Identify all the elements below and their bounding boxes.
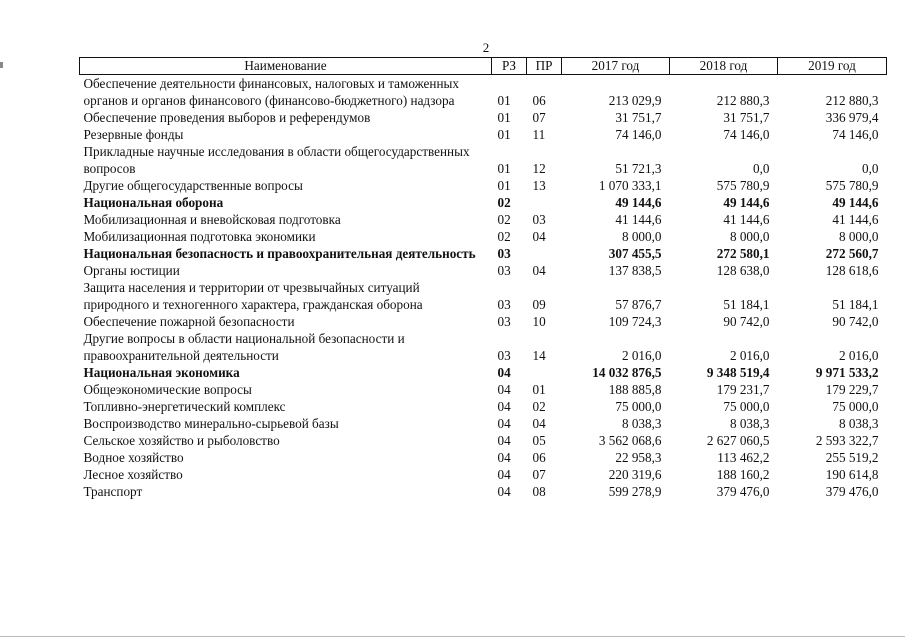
cell-name: Мобилизационная и вневойсковая подготовка: [83, 212, 341, 227]
cell-rz: 01: [497, 109, 511, 125]
cell-name: Национальная оборона: [83, 195, 224, 210]
scan-bottom-rule: [0, 636, 905, 637]
cell-name: Воспроизводство минерально-сырьевой базы: [83, 416, 339, 431]
cell-pr: 13: [532, 177, 546, 193]
cell-y2019: 0,0: [862, 160, 879, 176]
cell-name: Прикладные научные исследования в области общегосударственных вопросов: [83, 144, 470, 176]
header-2018: 2018 год: [670, 58, 778, 75]
cell-name: Топливно-энергетический комплекс: [83, 399, 286, 414]
header-name: Наименование: [80, 58, 492, 75]
cell-name: Национальная экономика: [83, 365, 240, 380]
cell-name: Обеспечение пожарной безопасности: [83, 314, 295, 329]
cell-y2019: 212 880,3: [825, 92, 879, 108]
cell-y2017: 57 876,7: [615, 296, 662, 312]
cell-y2018: 75 000,0: [723, 398, 770, 414]
header-2017: 2017 год: [562, 58, 670, 75]
cell-y2019: 8 000,0: [838, 228, 879, 244]
cell-pr: [527, 245, 562, 262]
cell-y2017: 188 885,8: [608, 381, 662, 397]
table-row: [80, 245, 887, 262]
cell-y2018: 212 880,3: [716, 92, 770, 108]
table-row: [80, 109, 887, 126]
cell-rz: 01: [497, 92, 511, 108]
table-row: [80, 313, 887, 330]
cell-y2017: 599 278,9: [608, 483, 662, 499]
cell-pr: 04: [532, 415, 546, 431]
cell-y2017: 31 751,7: [615, 109, 662, 125]
cell-y2017: 137 838,5: [608, 262, 662, 278]
cell-pr: 07: [532, 466, 546, 482]
cell-y2017: 22 958,3: [615, 449, 662, 465]
cell-y2018: 379 476,0: [716, 483, 770, 499]
cell-y2017: 14 032 876,5: [592, 364, 662, 380]
cell-name: Мобилизационная подготовка экономики: [83, 229, 316, 244]
cell-name: Обеспечение проведения выборов и референдумов: [83, 110, 371, 125]
cell-y2018: 31 751,7: [723, 109, 770, 125]
cell-y2017: 49 144,6: [615, 194, 662, 210]
table-row: [80, 211, 887, 228]
cell-y2019: 255 519,2: [825, 449, 879, 465]
cell-y2019: 51 184,1: [832, 296, 879, 312]
cell-y2018: 2 016,0: [729, 347, 770, 363]
cell-y2019: 336 979,4: [825, 109, 879, 125]
cell-rz: 04: [497, 415, 511, 431]
table-row: [80, 364, 887, 381]
cell-y2018: 9 348 519,4: [706, 364, 770, 380]
table-row: [80, 75, 887, 110]
cell-name: Национальная безопасность и правоохранительная деятельность: [83, 246, 476, 261]
cell-y2019: 41 144,6: [832, 211, 879, 227]
cell-y2017: 8 038,3: [621, 415, 662, 431]
cell-y2019: 8 038,3: [838, 415, 879, 431]
cell-y2018: 113 462,2: [717, 449, 770, 465]
cell-y2017: 1 070 333,1: [598, 177, 662, 193]
cell-y2019: 75 000,0: [832, 398, 879, 414]
cell-name: Водное хозяйство: [83, 450, 184, 465]
cell-y2019: 190 614,8: [825, 466, 879, 482]
cell-y2018: 128 638,0: [716, 262, 770, 278]
cell-pr: 10: [532, 313, 546, 329]
cell-name: Сельское хозяйство и рыболовство: [83, 433, 280, 448]
cell-name: Лесное хозяйство: [83, 467, 183, 482]
table-row: [80, 330, 887, 364]
cell-pr: 12: [532, 160, 546, 176]
cell-y2018: 8 038,3: [729, 415, 770, 431]
cell-y2017: 74 146,0: [615, 126, 662, 142]
cell-rz: 02: [497, 211, 511, 227]
cell-y2018: 188 160,2: [716, 466, 770, 482]
cell-y2019: 9 971 533,2: [815, 364, 879, 380]
cell-y2019: 575 780,9: [825, 177, 879, 193]
table-row: [80, 228, 887, 245]
cell-rz: 02: [497, 194, 511, 210]
cell-name: Резервные фонды: [83, 127, 184, 142]
header-rz: РЗ: [492, 58, 527, 75]
cell-y2019: 379 476,0: [825, 483, 879, 499]
cell-y2019: 128 618,6: [825, 262, 879, 278]
cell-y2019: 74 146,0: [832, 126, 879, 142]
cell-rz: 04: [497, 483, 511, 499]
cell-pr: [527, 194, 562, 211]
cell-rz: 02: [497, 228, 511, 244]
table-row: [80, 279, 887, 313]
table-row: [80, 483, 887, 500]
cell-rz: 01: [497, 160, 511, 176]
cell-y2018: 41 144,6: [723, 211, 770, 227]
cell-y2018: 8 000,0: [729, 228, 770, 244]
table-row: [80, 449, 887, 466]
cell-y2017: 8 000,0: [621, 228, 662, 244]
cell-rz: 03: [497, 313, 511, 329]
cell-pr: 09: [532, 296, 546, 312]
table-body: [80, 75, 887, 501]
cell-y2019: 2 593 322,7: [815, 432, 879, 448]
cell-y2019: 49 144,6: [832, 194, 879, 210]
cell-rz: 03: [497, 347, 511, 363]
cell-y2019: 2 016,0: [838, 347, 879, 363]
cell-pr: 04: [532, 228, 546, 244]
cell-pr: 06: [532, 449, 546, 465]
cell-rz: 01: [497, 177, 511, 193]
cell-y2017: 3 562 068,6: [598, 432, 662, 448]
table-header-row: [80, 58, 887, 75]
cell-rz: 04: [497, 364, 511, 380]
cell-y2017: 2 016,0: [621, 347, 662, 363]
cell-pr: 08: [532, 483, 546, 499]
cell-pr: 04: [532, 262, 546, 278]
cell-y2018: 272 580,1: [716, 245, 770, 261]
cell-pr: 01: [532, 381, 546, 397]
cell-rz: 03: [497, 262, 511, 278]
cell-rz: 04: [497, 466, 511, 482]
cell-y2017: 213 029,9: [608, 92, 662, 108]
table-row: [80, 143, 887, 177]
cell-name: Другие общегосударственные вопросы: [83, 178, 303, 193]
cell-y2018: 2 627 060,5: [706, 432, 770, 448]
cell-y2018: 49 144,6: [723, 194, 770, 210]
table-row: [80, 466, 887, 483]
cell-pr: 11: [532, 126, 546, 142]
cell-y2019: 179 229,7: [825, 381, 879, 397]
cell-rz: 04: [497, 381, 511, 397]
cell-name: Защита населения и территории от чрезвычайных ситуаций природного и техногенного характера, гражданская оборона: [83, 280, 423, 312]
cell-y2018: 74 146,0: [723, 126, 770, 142]
cell-pr: 06: [532, 92, 546, 108]
cell-rz: 01: [497, 126, 511, 142]
cell-y2018: 51 184,1: [723, 296, 770, 312]
cell-pr: 03: [532, 211, 546, 227]
cell-pr: 05: [532, 432, 546, 448]
table-row: [80, 398, 887, 415]
table-row: [80, 194, 887, 211]
cell-pr: 07: [532, 109, 546, 125]
cell-y2018: 179 231,7: [716, 381, 770, 397]
cell-name: Транспорт: [83, 484, 143, 499]
table-row: [80, 262, 887, 279]
cell-rz: 04: [497, 398, 511, 414]
scan-edge-mark: [0, 62, 3, 68]
header-pr: ПР: [527, 58, 562, 75]
cell-y2018: 0,0: [753, 160, 770, 176]
cell-name: Обеспечение деятельности финансовых, налоговых и таможенных органов и органов финансового (финансово-бюджетного) надзора: [83, 76, 459, 108]
cell-y2017: 75 000,0: [615, 398, 662, 414]
cell-y2017: 307 455,5: [608, 245, 662, 261]
cell-y2017: 51 721,3: [615, 160, 662, 176]
cell-rz: 04: [497, 432, 511, 448]
cell-pr: 14: [532, 347, 546, 363]
table-row: [80, 432, 887, 449]
table-row: [80, 177, 887, 194]
page-number: 2: [482, 40, 490, 55]
cell-y2017: 109 724,3: [608, 313, 662, 329]
cell-y2019: 272 560,7: [825, 245, 879, 261]
budget-table: [79, 57, 887, 500]
table-row: [80, 415, 887, 432]
cell-name: Общеэкономические вопросы: [83, 382, 252, 397]
cell-y2018: 575 780,9: [716, 177, 770, 193]
table-row: [80, 381, 887, 398]
cell-rz: 03: [497, 296, 511, 312]
cell-y2019: 90 742,0: [832, 313, 879, 329]
cell-rz: 03: [497, 245, 511, 261]
cell-name: Органы юстиции: [83, 263, 180, 278]
cell-pr: [527, 364, 562, 381]
cell-name: Другие вопросы в области национальной безопасности и правоохранительной деятельности: [83, 331, 405, 363]
cell-pr: 02: [532, 398, 546, 414]
cell-y2017: 220 319,6: [608, 466, 662, 482]
cell-y2018: 90 742,0: [723, 313, 770, 329]
header-2019: 2019 год: [778, 58, 887, 75]
cell-rz: 04: [497, 449, 511, 465]
table-row: [80, 126, 887, 143]
cell-y2017: 41 144,6: [615, 211, 662, 227]
